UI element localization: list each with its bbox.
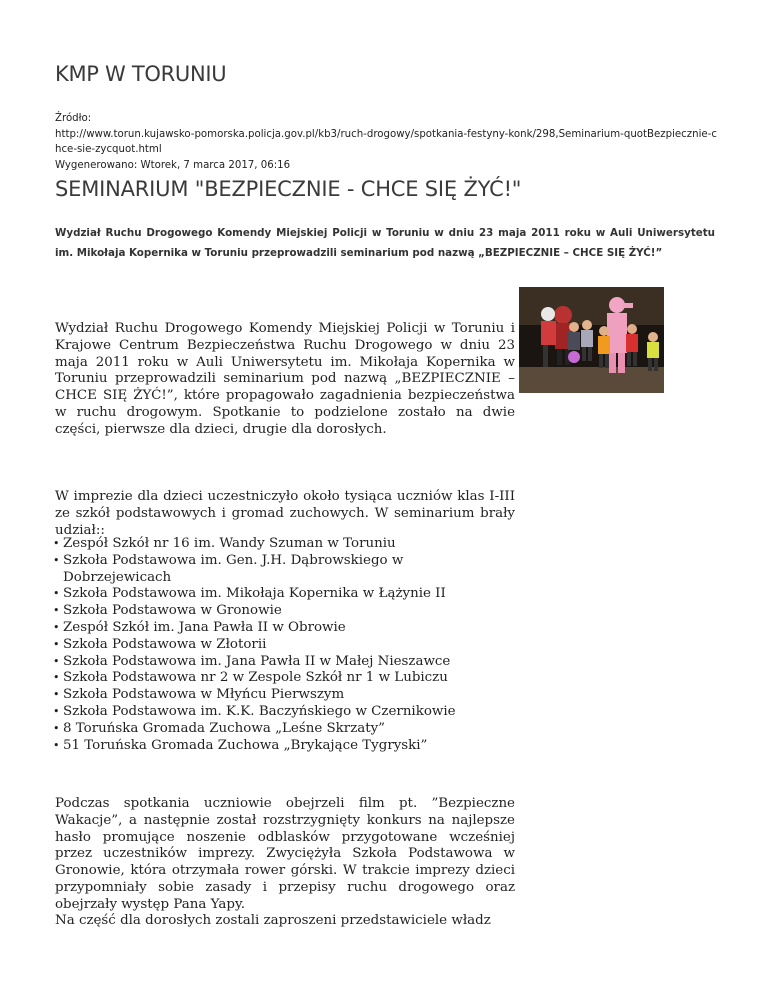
article-title: SEMINARIUM "BEZPIECZNIE - CHCE SIĘ ŻYĆ!" xyxy=(55,177,522,201)
site-title: KMP W TORUNIU xyxy=(55,62,227,86)
list-item: • Szkoła Podstawowa w Młyńcu Pierwszym xyxy=(55,687,515,704)
list-item: • Szkoła Podstawowa im. Mikołaja Kopernika w Łążynie II xyxy=(55,586,515,603)
participant-list xyxy=(55,536,515,754)
list-item: • Zespół Szkół im. Jana Pawła II w Obrowie xyxy=(55,620,515,637)
body-text-block xyxy=(55,913,515,930)
body-text-block xyxy=(55,796,515,914)
list-item: • Szkoła Podstawowa nr 2 w Zespole Szkół nr 1 w Lubiczu xyxy=(55,670,515,687)
list-item: • Szkoła Podstawowa im. Gen. J.H. Dąbrowskiego w Dobrzejewicach xyxy=(55,553,515,587)
list-item: • 8 Toruńska Gromada Zuchowa „Leśne Skrzaty” xyxy=(55,721,515,738)
list-item: • Zespół Szkół nr 16 im. Wandy Szuman w Toruniu xyxy=(55,536,515,553)
paragraph: W imprezie dla dzieci uczestniczyło około tysiąca uczniów klas I-III ze szkół podstawowych i gromad zuchowych. W seminarium brały udział:: xyxy=(55,489,515,538)
event-photo xyxy=(519,287,664,393)
source-label: Źródło: xyxy=(55,113,92,124)
list-item: • Szkoła Podstawowa im. K.K. Baczyńskiego w Czernikowie xyxy=(55,704,515,721)
source-info xyxy=(55,111,720,173)
source-url[interactable]: http://www.torun.kujawsko-pomorska.policja.gov.pl/kb3/ruch-drogowy/spotkania-festyny-konk/298,Seminarium-quotBezpiecznie-chce-sie-zycquot.html xyxy=(55,128,717,155)
list-item: • Szkoła Podstawowa im. Jana Pawła II w Małej Nieszawce xyxy=(55,654,515,671)
paragraph: Wydział Ruchu Drogowego Komendy Miejskiej Policji w Toruniu i Krajowe Centrum Bezpieczeństwa Ruchu Drogowego w dniu 23 maja 2011 roku w Auli Uniwersytetu im. Mikołaja Kopernika w Toruniu przeprowadzili seminarium pod nazwą „BEZPIECZNIE – CHCE SIĘ ŻYĆ!”, które propagowało zagadnienia bezpieczeństwa w ruchu drogowym. Spotkanie to podzielone zostało na dwie części, pierwsze dla dzieci, drugie dla dorosłych. xyxy=(55,321,515,437)
list-item: • 51 Toruńska Gromada Zuchowa „Brykające Tygryski” xyxy=(55,738,515,755)
body-text-block xyxy=(55,321,515,439)
paragraph: Na część dla dorosłych zostali zaproszeni przedstawiciele władz xyxy=(55,913,491,928)
paragraph: Podczas spotkania uczniowie obejrzeli film pt. ”Bezpieczne Wakacje”, a następnie został rozstrzygnięty konkurs na najlepsze hasło promujące noszenie odblasków przygotowane wcześniej przez uczestników imprezy. Zwyciężyła Szkoła Podstawowa w Gronowie, która otrzymała rower górski. W trakcie imprezy dzieci przypomniały sobie zasady i przepisy ruchu drogowego oraz obejrzały występ Pana Yapy. xyxy=(55,796,515,912)
article-lead: Wydział Ruchu Drogowego Komendy Miejskiej Policji w Toruniu w dniu 23 maja 2011 roku w Auli Uniwersytetu im. Mikołaja Kopernika w Toruniu przeprowadzili seminarium pod nazwą „BEZPIECZNIE – CHCE SIĘ ŻYĆ!” xyxy=(55,227,715,259)
body-text-block xyxy=(55,489,515,539)
generated-date: Wygenerowano: Wtorek, 7 marca 2017, 06:16 xyxy=(55,159,291,171)
list-item: • Szkoła Podstawowa w Złotorii xyxy=(55,637,515,654)
list-item: • Szkoła Podstawowa w Gronowie xyxy=(55,603,515,620)
